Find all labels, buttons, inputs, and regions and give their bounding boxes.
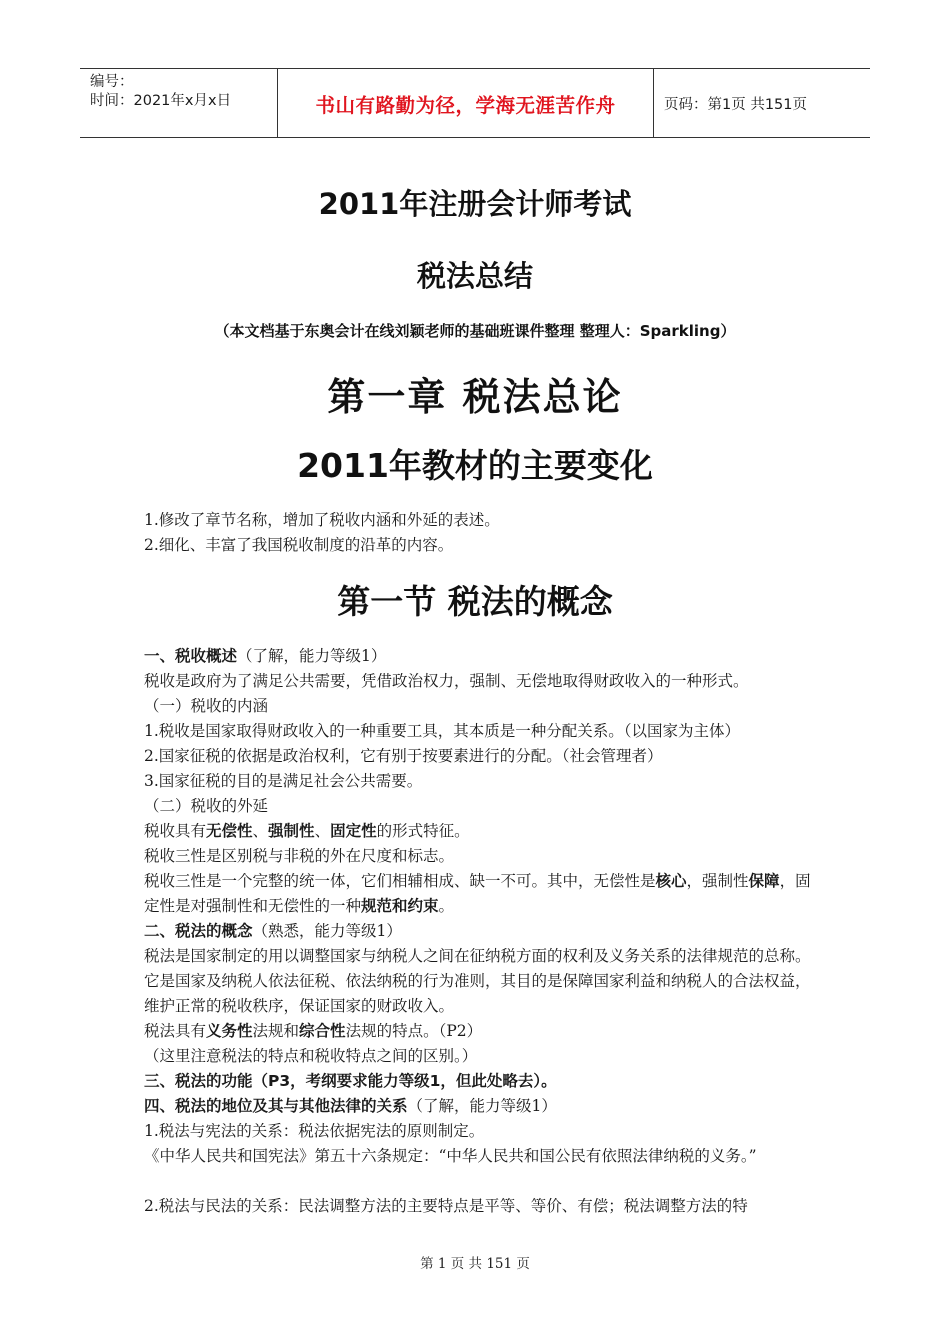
bold-run: 综合性 [299,1022,346,1040]
heading-bold: 二、税法的概念 [144,922,253,940]
paragraph: 税法是国家制定的用以调整国家与纳税人之间在征纳税方面的权利及义务关系的法律规范的总称。它是国家及纳税人依法征税、依法纳税的行为准则，其目的是保障国家利益和纳税人的合法权益，维护正常的税收秩序，保证国家的财政收入。 [144,947,811,1015]
paragraph: 2.国家征税的依据是政治权利，它有别于按要素进行的分配。（社会管理者） [144,747,663,765]
section-title: 第一节 税法的概念 [337,582,613,621]
text-run: 。 [438,896,455,915]
paragraph-three-features [144,869,814,919]
chapter-title: 第一章 税法总论 [327,374,623,419]
doc-note: （本文档基于东奥会计在线刘颖老师的基础班课件整理 整理人：Sparkling） [214,322,736,340]
paragraph: 《中华人民共和国宪法》第五十六条规定：“中华人民共和国公民有依照法律纳税的义务。” [144,1147,757,1165]
header-motto-cell [278,69,654,137]
paragraph: 税收是政府为了满足公共需要，凭借政治权力，强制、无偿地取得财政收入的一种形式。 [144,672,749,690]
paragraph: （一）税收的内涵 [144,697,269,715]
bold-run: 核心 [655,872,687,890]
change-item-1: 1.修改了章节名称，增加了税收内涵和外延的表述。 [144,511,500,529]
paragraph: 1.税法与宪法的关系：税法依据宪法的原则制定。 [144,1122,485,1140]
text-run: 、 [252,822,269,840]
text-run: ，强制性 [686,872,749,890]
changes-title: 2011年教材的主要变化 [297,446,653,485]
heading-note: （了解，能力等级1） [237,647,387,665]
bold-run: 义务性 [206,1022,253,1040]
paragraph: 3.国家征税的目的是满足社会公共需要。 [144,772,423,790]
paragraph-tax-features [144,819,814,844]
text-run: 、 [314,822,331,840]
text-run: 税收三性是一个完整的统一体，它们相辅相成、缺一不可。其中，无偿性是 [144,872,656,890]
paragraph-law-features [144,1019,814,1044]
bold-run: 固定性 [330,822,377,840]
heading-bold: 四、税法的地位及其与其他法律的关系 [144,1097,408,1115]
paragraph: 税收三性是区别税与非税的外在尺度和标志。 [144,847,455,865]
text-run: 的形式特征。 [376,822,470,840]
bold-run: 保障 [748,872,780,890]
heading-bold: 一、税收概述 [144,647,238,665]
heading-tax-law-function: 三、税法的功能（P3，考纲要求能力等级1，但此处略去）。 [144,1072,557,1090]
page-info-text: 页码：第1页 共151页 [664,96,808,113]
heading-note: （熟悉，能力等级1） [252,922,402,940]
paragraph: （这里注意税法的特点和税收特点之间的区别。） [144,1047,478,1065]
heading-tax-law-concept [144,919,814,944]
header-page-info [654,69,870,137]
header-meta [80,69,278,137]
motto-text: 书山有路勤为径，学海无涯苦作舟 [315,94,616,117]
bold-run: 强制性 [268,822,315,840]
paragraph: 2.税法与民法的关系：民法调整方法的主要特点是平等、等价、有偿；税法调整方法的特 [144,1197,748,1215]
text-run: ，固定性是对强制性和无偿性的一种 [144,872,811,915]
paragraph: 1.税收是国家取得财政收入的一种重要工具，其本质是一种分配关系。（以国家为主体） [144,722,741,740]
change-item-2: 2.细化、丰富了我国税收制度的沿革的内容。 [144,536,454,554]
text-run: 法规的特点。（P2） [345,1022,483,1040]
time-label: 时间：2021年x月x日 [90,93,232,109]
text-run: 税法具有 [144,1022,207,1040]
exam-title: 2011年注册会计师考试 [318,187,632,221]
text-run: 税收具有 [144,822,207,840]
paragraph: （二）税收的外延 [144,797,269,815]
bold-run: 规范和约束 [361,896,439,915]
heading-note: （了解，能力等级1） [407,1097,557,1115]
number-label: 编号： [90,74,134,90]
heading-tax-overview [144,644,814,669]
page-footer: 第 1 页 共 151 页 [420,1256,530,1272]
heading-tax-law-status [144,1094,814,1119]
page-header [80,68,870,138]
text-run: 法规和 [252,1022,300,1040]
bold-run: 无偿性 [206,822,253,840]
doc-title: 税法总结 [416,259,533,293]
